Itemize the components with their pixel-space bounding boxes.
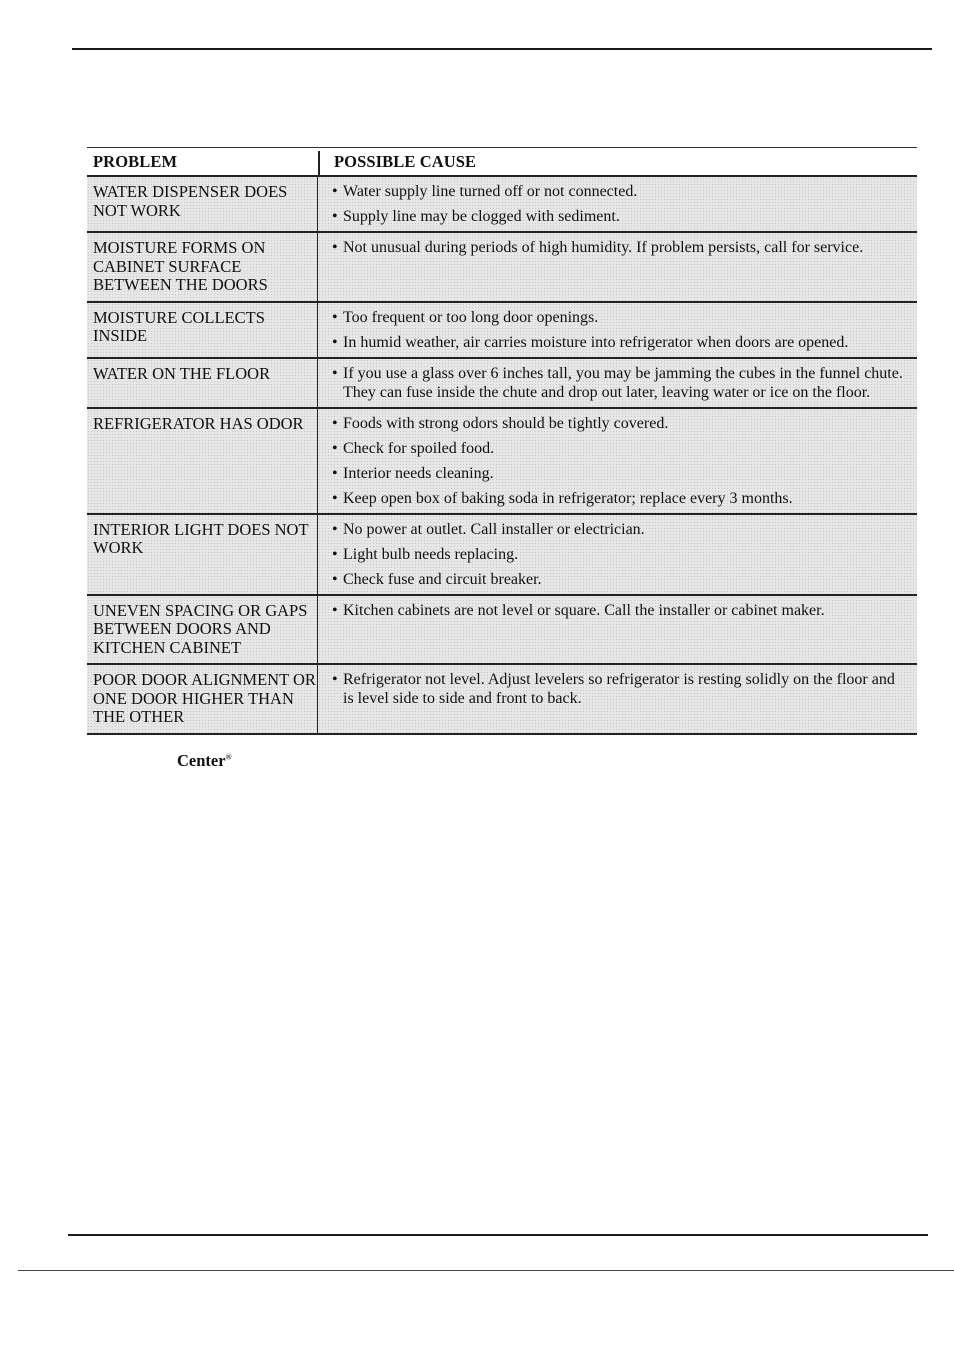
cause-item — [332, 570, 909, 589]
troubleshooting-table — [87, 147, 917, 735]
cause-text: Refrigerator not level. Adjust levelers so refrigerator is resting solidly on the floor and is level side to side and front to back. — [343, 671, 895, 707]
problem-cell: MOISTURE COLLECTS INSIDE — [87, 303, 318, 357]
problem-cell: INTERIOR LIGHT DOES NOT WORK — [87, 515, 318, 594]
bullet-icon: • — [332, 308, 338, 326]
cause-item — [332, 333, 909, 352]
bullet-icon: • — [332, 601, 338, 619]
cause-text: Kitchen cabinets are not level or square. Call the installer or cabinet maker. — [343, 601, 825, 619]
table-row — [87, 407, 917, 513]
bullet-icon: • — [332, 671, 338, 688]
bullet-icon: • — [332, 570, 338, 588]
bullet-icon: • — [332, 414, 338, 432]
table-row — [87, 513, 917, 594]
header-divider — [318, 151, 320, 175]
table-row — [87, 301, 917, 357]
bullet-icon: • — [332, 364, 338, 382]
cause-item — [332, 545, 909, 564]
cause-item — [332, 439, 909, 458]
cause-text: Water supply line turned off or not connected. — [343, 183, 638, 200]
top-rule — [72, 48, 932, 50]
bullet-icon: • — [332, 545, 338, 563]
cause-item — [332, 308, 909, 327]
table-row — [87, 663, 917, 733]
problem-cell: WATER DISPENSER DOES NOT WORK — [87, 177, 318, 231]
table-row — [87, 231, 917, 301]
center-note — [177, 751, 232, 771]
problem-cell: POOR DOOR ALIGNMENT OR ONE DOOR HIGHER THAN THE OTHER — [87, 665, 318, 733]
bullet-icon: • — [332, 208, 338, 225]
bullet-icon: • — [332, 439, 338, 457]
cause-text: Too frequent or too long door openings. — [343, 308, 599, 326]
cause-item — [332, 464, 909, 483]
table-row — [87, 594, 917, 664]
cause-text: Interior needs cleaning. — [343, 464, 494, 482]
bullet-icon: • — [332, 333, 338, 351]
bullet-icon: • — [332, 183, 338, 200]
center-note-text: Center — [177, 751, 226, 770]
table-row — [87, 357, 917, 407]
cause-cell — [318, 596, 917, 664]
header-possible-cause: POSSIBLE CAUSE — [334, 152, 477, 171]
bottom-rule — [68, 1234, 928, 1236]
cause-text: In humid weather, air carries moisture into refrigerator when doors are opened. — [343, 333, 849, 351]
cause-cell — [318, 233, 917, 301]
cause-item — [332, 182, 909, 201]
cause-cell — [318, 177, 917, 231]
cause-item — [332, 520, 909, 539]
cause-cell — [318, 303, 917, 357]
problem-cell: UNEVEN SPACING OR GAPS BETWEEN DOORS AND KITCHEN CABINET — [87, 596, 318, 664]
cause-item — [332, 238, 909, 257]
problem-cell: REFRIGERATOR HAS ODOR — [87, 409, 318, 513]
cause-cell — [318, 665, 917, 733]
cause-text: Supply line may be clogged with sediment. — [343, 208, 620, 225]
cause-text: Keep open box of baking soda in refrigerator; replace every 3 months. — [343, 489, 793, 507]
cause-item — [332, 489, 909, 508]
bullet-icon: • — [332, 489, 338, 507]
bullet-icon: • — [332, 464, 338, 482]
header-problem: PROBLEM — [93, 152, 178, 171]
problem-cell: WATER ON THE FLOOR — [87, 359, 318, 407]
cause-item — [332, 670, 909, 708]
cause-text: If you use a glass over 6 inches tall, you may be jamming the cubes in the funnel chute. They can fuse inside the chute and drop out later, leaving water or ice on the floor. — [343, 364, 903, 401]
table-body — [87, 175, 917, 735]
cause-text: Check for spoiled food. — [343, 439, 495, 457]
cause-item — [332, 364, 909, 402]
cause-text: Check fuse and circuit breaker. — [343, 570, 542, 588]
table-row — [87, 175, 917, 231]
bullet-icon: • — [332, 520, 338, 538]
footer-rule — [18, 1270, 954, 1271]
cause-cell — [318, 359, 917, 407]
cause-item — [332, 207, 909, 226]
problem-cell: MOISTURE FORMS ON CABINET SURFACE BETWEEN THE DOORS — [87, 233, 318, 301]
bullet-icon: • — [332, 239, 338, 256]
cause-item — [332, 601, 909, 620]
cause-text: Not unusual during periods of high humidity. If problem persists, call for service. — [343, 239, 864, 256]
cause-text: No power at outlet. Call installer or electrician. — [343, 520, 645, 538]
cause-item — [332, 414, 909, 433]
registered-mark: ® — [225, 752, 232, 762]
cause-text: Light bulb needs replacing. — [343, 545, 519, 563]
table-header — [87, 147, 917, 175]
cause-cell — [318, 409, 917, 513]
cause-text: Foods with strong odors should be tightly covered. — [343, 414, 669, 432]
cause-cell — [318, 515, 917, 594]
